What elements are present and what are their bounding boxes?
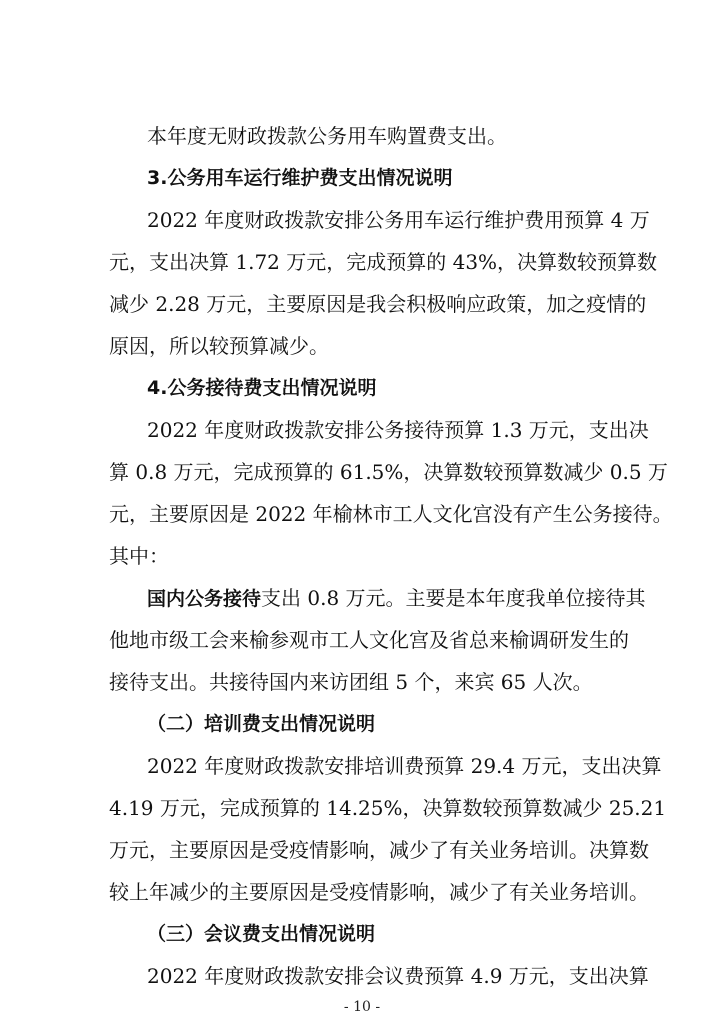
paragraph-line: 4.19 万元，完成预算的 14.25%，决算数较预算数减少 25.21	[109, 796, 667, 820]
paragraph-line: 万元，主要原因是受疫情影响，减少了有关业务培训。决算数	[109, 838, 649, 862]
paragraph-line: 2022 年度财政拨款安排会议费预算 4.9 万元，支出决算	[147, 964, 649, 988]
domestic-reception-label: 国内公务接待	[147, 588, 262, 610]
paragraph-line: 2022 年度财政拨款安排培训费预算 29.4 万元，支出决算	[147, 754, 662, 778]
paragraph-line: 较上年减少的主要原因是受疫情影响，减少了有关业务培训。	[109, 880, 649, 904]
paragraph-line: 他地市级工会来榆参观市工人文化宫及省总来榆调研发生的	[109, 628, 629, 652]
paragraph-line: 2022 年度财政拨款安排公务接待预算 1.3 万元，支出决	[147, 418, 649, 442]
section-heading: （二）培训费支出情况说明	[147, 713, 376, 735]
page-number: - 10 -	[343, 999, 381, 1015]
paragraph-line: 减少 2.28 万元，主要原因是我会积极响应政策，加之疫情的	[109, 292, 647, 316]
paragraph-line: 其中：	[109, 544, 169, 568]
section-heading: （三）会议费支出情况说明	[147, 923, 376, 945]
paragraph-line: 2022 年度财政拨款安排公务用车运行维护费用预算 4 万	[147, 208, 650, 232]
paragraph-text: 支出 0.8 万元。主要是本年度我单位接待其	[261, 586, 646, 610]
paragraph-line: 本年度无财政拨款公务用车购置费支出。	[147, 124, 507, 148]
paragraph-line: 元，主要原因是 2022 年榆林市工人文化宫没有产生公务接待。	[109, 502, 673, 526]
paragraph-line	[147, 586, 646, 611]
paragraph-line: 原因，所以较预算减少。	[109, 334, 329, 358]
paragraph-line: 算 0.8 万元，完成预算的 61.5%，决算数较预算数减少 0.5 万	[109, 460, 668, 484]
section-heading: 4.公务接待费支出情况说明	[147, 377, 377, 399]
paragraph-line: 元，支出决算 1.72 万元，完成预算的 43%，决算数较预算数	[109, 250, 658, 274]
paragraph-line: 接待支出。共接待国内来访团组 5 个，来宾 65 人次。	[109, 670, 593, 694]
section-heading: 3.公务用车运行维护费支出情况说明	[147, 167, 453, 189]
